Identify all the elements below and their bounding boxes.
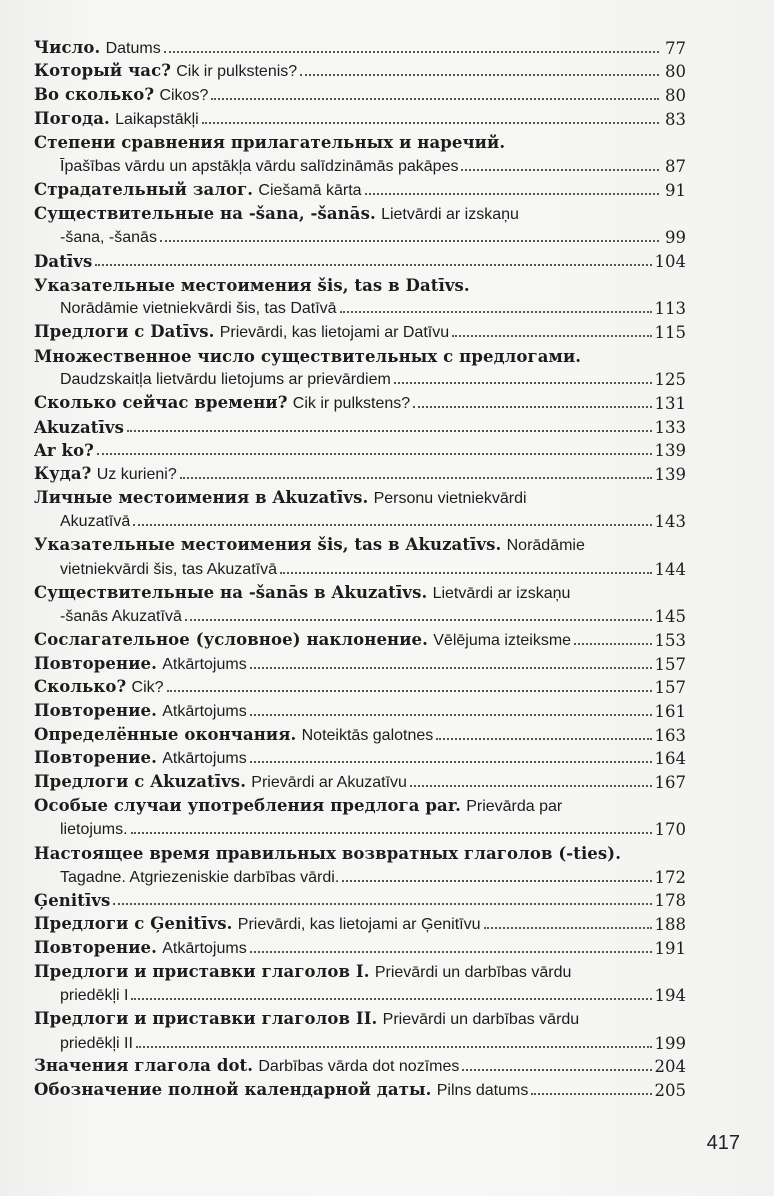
toc-text — [34, 535, 585, 555]
toc-subtitle-lv: -šanās Akuzatīvā — [60, 608, 182, 626]
toc-title-lv: Atkārtojums — [162, 750, 247, 768]
toc-title-lv: Atkārtojums — [162, 702, 247, 720]
toc-text — [34, 725, 433, 745]
toc-title-lv: Cik ir pulkstenis? — [176, 63, 298, 81]
toc-subtitle-lv: lietojums. — [60, 821, 128, 839]
toc-line-continuation — [34, 295, 686, 319]
toc-text — [60, 559, 277, 579]
toc-title-lv: Cik? — [131, 679, 164, 697]
page-number: 417 — [706, 1132, 740, 1154]
toc-line — [34, 674, 686, 698]
toc-title-ru: Погода. — [34, 108, 110, 128]
toc-entry — [34, 34, 686, 58]
toc-subtitle-lv: vietniekvārdi šis, tas Akuzatīvā — [60, 560, 277, 578]
toc-title-lv: Datums — [105, 39, 161, 57]
toc-subtitle-lv: Īpašības vārdu un apstākļa vārdu salīdzināmās pakāpes — [60, 158, 459, 176]
toc-title-ru: Куда? — [34, 464, 92, 484]
toc-line — [34, 34, 686, 58]
toc-line — [34, 389, 686, 413]
toc-title-lv: Prievārdi ar Akuzatīvu — [251, 774, 407, 791]
dot-leader — [133, 524, 651, 526]
dot-leader — [413, 406, 651, 408]
toc-text — [34, 583, 570, 603]
toc-text — [34, 393, 410, 413]
dot-leader — [340, 311, 652, 313]
toc-title-ru: Значения глагола dot. — [34, 1056, 254, 1076]
toc-line — [34, 626, 686, 650]
toc-line-continuation — [34, 863, 686, 887]
dot-leader — [574, 643, 651, 645]
toc-title-ru: Предлоги с Datīvs. — [34, 321, 215, 341]
dot-leader — [167, 690, 652, 692]
toc-title-lv: Atkārtojums — [162, 655, 247, 673]
toc-text — [34, 677, 164, 697]
toc-text — [34, 464, 177, 484]
toc-text — [34, 38, 161, 58]
toc-page-number: 204 — [654, 1057, 686, 1077]
toc-line — [34, 579, 686, 603]
toc-text — [60, 606, 182, 626]
dot-leader — [97, 453, 652, 455]
toc-title-lv: Prievārdi, kas lietojami ar Datīvu — [219, 323, 450, 341]
toc-line — [34, 745, 686, 769]
toc-title-lv: Prievārda par — [466, 797, 563, 815]
toc-line — [34, 342, 686, 366]
toc-line — [34, 1076, 686, 1100]
dot-leader — [300, 74, 659, 76]
toc-title-lv: Darbības vārda dot nozīmes — [258, 1058, 460, 1076]
toc-text — [60, 369, 391, 389]
toc-entry — [34, 271, 686, 318]
toc-page-number: 144 — [654, 559, 686, 579]
dot-leader — [484, 927, 652, 929]
toc-line — [34, 437, 686, 461]
toc-line — [34, 1053, 686, 1077]
toc-entry — [34, 129, 686, 176]
toc-text — [34, 772, 407, 792]
toc-title-ru: Повторение. — [34, 937, 157, 957]
dot-leader — [394, 382, 652, 384]
toc-text — [34, 204, 519, 224]
toc-line — [34, 105, 686, 129]
toc-title-ru: Предлоги и приставки глаголов I. — [34, 961, 370, 981]
dot-leader — [250, 761, 652, 763]
toc-page-number: 167 — [654, 773, 686, 792]
toc-entry — [34, 958, 686, 1005]
toc-title-lv: Cikos? — [159, 87, 209, 105]
toc-line — [34, 839, 686, 863]
toc-title-lv: Lietvārdi ar izskaņu — [381, 205, 519, 223]
toc-page-number: 131 — [654, 394, 686, 413]
toc-page-number: 104 — [654, 251, 686, 271]
toc-entry — [34, 887, 686, 911]
dot-leader — [461, 169, 659, 171]
toc-title-ru: Ar ko? — [34, 441, 94, 461]
toc-page-number: 133 — [654, 417, 686, 437]
toc-subtitle-lv: Tagadne. Atgriezeniskie darbības vārdi. — [60, 868, 340, 886]
toc-text — [34, 61, 297, 81]
toc-title-ru: Сколько сейчас времени? — [34, 393, 288, 412]
dot-leader — [131, 998, 651, 1000]
toc-entry — [34, 342, 686, 389]
toc-title-ru: Повторение. — [34, 653, 157, 673]
dot-leader — [365, 193, 659, 195]
toc-entry — [34, 81, 686, 105]
toc-title-lv: Atkārtojums — [162, 939, 247, 957]
toc-title-ru: Множественное число существительных с предлогами. — [34, 346, 582, 366]
toc-title-ru: Во сколько? — [34, 85, 155, 105]
toc-text — [34, 630, 571, 650]
dot-leader — [452, 335, 651, 337]
toc-title-ru: Ģenitīvs — [34, 891, 111, 911]
toc-title-ru: Который час? — [34, 61, 171, 81]
toc-title-ru: Datīvs — [34, 251, 93, 271]
dot-leader — [280, 572, 652, 574]
toc-line — [34, 176, 686, 200]
toc-line-continuation — [34, 1029, 686, 1053]
toc-page-number: 157 — [654, 654, 686, 674]
toc-title-lv: Cik ir pulkstens? — [292, 395, 411, 412]
toc-page-number: 80 — [665, 62, 686, 82]
toc-line — [34, 129, 686, 153]
toc-line — [34, 910, 686, 934]
toc-title-lv: Norādāmie — [506, 537, 585, 555]
toc-title-lv: Prievārdi un darbības vārdu — [374, 963, 572, 981]
toc-title-ru: Личные местоимения в Akuzatīvs. — [34, 487, 369, 507]
toc-text — [60, 819, 128, 839]
toc-text — [60, 511, 130, 531]
dot-leader — [180, 477, 652, 479]
toc-page-number: 143 — [654, 512, 686, 532]
toc-text — [34, 109, 199, 129]
toc-title-ru: Число. — [34, 37, 101, 57]
toc-page-number: 113 — [654, 299, 686, 319]
toc-page-number: 170 — [654, 820, 686, 840]
toc-entry — [34, 247, 686, 271]
toc-line-continuation — [34, 982, 686, 1006]
dot-leader — [95, 264, 651, 266]
toc-page-number: 139 — [654, 441, 686, 461]
toc-title-lv: Uz kurieni? — [96, 466, 177, 484]
toc-line-continuation — [34, 555, 686, 579]
dot-leader — [164, 51, 659, 53]
dot-leader — [113, 903, 651, 905]
toc-entry — [34, 697, 686, 721]
toc-text — [60, 298, 337, 318]
toc-entry — [34, 579, 686, 626]
toc-line — [34, 1005, 686, 1029]
toc-title-ru: Повторение. — [34, 748, 157, 768]
toc-page-number: 87 — [665, 157, 686, 177]
toc-entry — [34, 460, 686, 484]
toc-page-number: 115 — [654, 322, 686, 342]
toc-page-number: 194 — [654, 986, 686, 1006]
toc-subtitle-lv: priedēkļi I — [60, 987, 129, 1005]
dot-leader — [160, 240, 659, 242]
toc-entry — [34, 1005, 686, 1052]
toc-entry — [34, 413, 686, 437]
toc-line — [34, 58, 686, 82]
toc-text — [34, 418, 124, 437]
toc-line — [34, 531, 686, 555]
toc-entry — [34, 650, 686, 674]
toc-page-number: 163 — [654, 725, 686, 745]
dot-leader — [436, 738, 651, 740]
dot-leader — [250, 951, 652, 953]
toc-text — [34, 938, 247, 958]
toc-title-lv: Prievārdi un darbības vārdu — [382, 1010, 580, 1028]
toc-title-ru: Предлоги с Ģenitīvs. — [34, 914, 233, 934]
toc-title-ru: Предлоги и приставки глаголов II. — [34, 1008, 378, 1028]
toc-entry — [34, 721, 686, 745]
toc-entry — [34, 934, 686, 958]
toc-text — [34, 133, 505, 152]
toc-text — [34, 962, 571, 982]
toc-title-lv: Lietvārdi ar izskaņu — [432, 584, 571, 602]
toc-subtitle-lv: Akuzatīvā — [60, 513, 131, 531]
toc-line — [34, 460, 686, 484]
toc-page-number: 199 — [654, 1033, 686, 1053]
toc-line-continuation — [34, 152, 686, 176]
toc-entry — [34, 318, 686, 342]
toc-line — [34, 271, 686, 295]
toc-page-number: 164 — [654, 749, 686, 769]
toc-title-lv: Laikapstākļi — [115, 110, 199, 128]
toc-line — [34, 697, 686, 721]
toc-title-ru: Существительные на -šana, -šanās. — [34, 203, 376, 223]
toc-text — [34, 914, 481, 934]
toc-entry — [34, 1053, 686, 1077]
toc-entry — [34, 484, 686, 531]
toc-text — [34, 748, 247, 768]
toc-page-number: 125 — [654, 370, 686, 390]
toc-page-number: 139 — [654, 465, 686, 485]
toc-line — [34, 650, 686, 674]
toc-title-ru: Страдательный залог. — [34, 179, 254, 199]
toc-subtitle-lv: Norādāmie vietniekvārdi šis, tas Datīvā — [60, 300, 337, 318]
toc-text — [34, 796, 562, 816]
toc-title-ru: Существительные на -šanās в Akuzatīvs. — [34, 582, 428, 602]
toc-text — [34, 1009, 579, 1029]
toc-text — [60, 156, 458, 176]
dot-leader — [250, 714, 652, 716]
toc-title-ru: Указательные местоимения šis, tas в Akuzatīvs. — [34, 535, 502, 555]
toc-entry — [34, 531, 686, 578]
toc-line-continuation — [34, 603, 686, 627]
toc-line-continuation — [34, 816, 686, 840]
toc-title-ru: Определённые окончания. — [34, 724, 297, 744]
dot-leader — [342, 880, 651, 882]
toc-line — [34, 318, 686, 342]
toc-entry — [34, 58, 686, 82]
dot-leader — [127, 430, 652, 432]
toc-text — [34, 654, 247, 674]
toc-title-lv: Pilns datums — [436, 1081, 529, 1099]
toc-entry — [34, 745, 686, 769]
toc-line-continuation — [34, 366, 686, 390]
toc-line — [34, 934, 686, 958]
toc-page-number: 83 — [665, 109, 686, 129]
dot-leader — [211, 98, 659, 100]
toc-entry — [34, 839, 686, 886]
toc-text — [60, 227, 157, 247]
dot-leader — [462, 1069, 651, 1071]
toc-entry — [34, 792, 686, 839]
toc-entry — [34, 1076, 686, 1100]
toc-title-lv: Noteiktās galotnes — [301, 726, 434, 744]
toc-text — [34, 441, 94, 460]
toc-line — [34, 81, 686, 105]
dot-leader — [131, 832, 652, 834]
toc-subtitle-lv: -šana, -šanās — [60, 229, 157, 247]
toc-title-ru: Предлоги с Akuzatīvs. — [34, 772, 247, 791]
toc-line — [34, 768, 686, 792]
toc-text — [34, 1080, 528, 1100]
toc-line — [34, 484, 686, 508]
toc-entry — [34, 626, 686, 650]
toc-page-number: 205 — [654, 1080, 686, 1100]
table-of-contents — [34, 34, 686, 1100]
toc-title-ru: Повторение. — [34, 700, 157, 720]
toc-line — [34, 792, 686, 816]
toc-text — [34, 488, 527, 508]
toc-title-ru: Обозначение полной календарной даты. — [34, 1079, 432, 1099]
toc-line — [34, 413, 686, 437]
toc-page-number: 188 — [654, 915, 686, 935]
toc-page-number: 178 — [654, 891, 686, 911]
toc-subtitle-lv: Daudzskaitļa lietvārdu lietojums ar prievārdiem — [60, 371, 391, 389]
dot-leader — [202, 122, 659, 124]
toc-text — [34, 85, 208, 105]
toc-entry — [34, 200, 686, 247]
toc-line-continuation — [34, 508, 686, 532]
toc-page-number: 91 — [665, 180, 686, 200]
toc-text — [34, 844, 621, 863]
toc-text — [34, 891, 110, 910]
toc-page-number: 145 — [654, 607, 686, 627]
toc-page-number: 77 — [665, 38, 686, 58]
toc-title-ru: Сослагательное (условное) наклонение. — [34, 629, 428, 649]
toc-page-number: 153 — [654, 630, 686, 650]
toc-entry — [34, 768, 686, 792]
toc-title-lv: Prievārdi, kas lietojami ar Ģenitīvu — [237, 916, 481, 934]
toc-line — [34, 721, 686, 745]
toc-title-lv: Personu vietniekvārdi — [373, 489, 527, 507]
toc-line-continuation — [34, 224, 686, 248]
toc-line — [34, 887, 686, 911]
toc-text — [34, 347, 581, 366]
toc-entry — [34, 437, 686, 461]
toc-title-ru: Степени сравнения прилагательных и наречий. — [34, 133, 506, 153]
dot-leader — [531, 1093, 651, 1095]
toc-text — [60, 985, 128, 1005]
toc-title-lv: Ciešamā kārta — [258, 181, 362, 199]
toc-page-number: 99 — [665, 228, 686, 248]
dot-leader — [410, 785, 652, 787]
toc-line — [34, 200, 686, 224]
toc-text — [34, 322, 449, 342]
toc-title-ru: Указательные местоимения šis, tas в Datīvs. — [34, 275, 470, 295]
toc-line — [34, 958, 686, 982]
dot-leader — [136, 1046, 652, 1048]
toc-title-lv: Vēlējuma izteiksme — [433, 631, 572, 649]
toc-text — [60, 867, 339, 887]
dot-leader — [250, 667, 652, 669]
toc-entry — [34, 389, 686, 413]
toc-text — [34, 276, 470, 295]
toc-text — [34, 252, 92, 271]
toc-title-ru: Настоящее время правильных возвратных глаголов (-ties). — [34, 844, 622, 864]
toc-title-ru: Особые случаи употребления предлога par. — [34, 795, 461, 815]
toc-subtitle-lv: priedēkļi II — [60, 1034, 133, 1052]
toc-title-ru: Сколько? — [34, 677, 127, 697]
toc-page-number: 80 — [665, 86, 686, 106]
toc-text — [34, 701, 247, 721]
toc-page-number: 191 — [654, 938, 686, 958]
dot-leader — [185, 619, 652, 621]
toc-text — [60, 1033, 133, 1053]
toc-page-number: 172 — [654, 867, 686, 887]
toc-text — [34, 180, 362, 200]
toc-entry — [34, 910, 686, 934]
toc-entry — [34, 176, 686, 200]
toc-page-number: 157 — [654, 678, 686, 698]
toc-entry — [34, 674, 686, 698]
toc-text — [34, 1056, 459, 1076]
toc-title-ru: Akuzatīvs — [34, 417, 124, 437]
toc-page-number: 161 — [654, 701, 686, 721]
toc-entry — [34, 105, 686, 129]
toc-line — [34, 247, 686, 271]
